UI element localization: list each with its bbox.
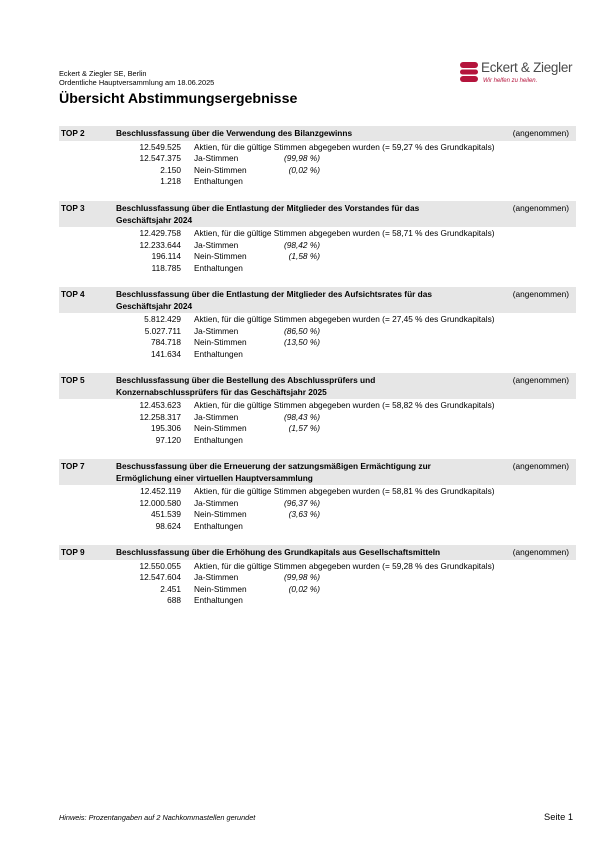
abstentions-row <box>59 263 576 275</box>
no-votes-row <box>59 251 576 263</box>
agenda-item-number: TOP 9 <box>61 547 85 557</box>
status-badge: (angenommen) <box>512 547 569 557</box>
valid-shares-value: 5.812.429 <box>144 314 181 325</box>
agenda-item-number: TOP 2 <box>61 128 85 138</box>
valid-shares-value: 12.550.055 <box>139 560 181 571</box>
abstentions-row <box>59 521 576 533</box>
no-votes-value: 195.306 <box>151 423 181 434</box>
logo-mark-icon <box>459 61 479 83</box>
status-badge: (angenommen) <box>512 461 569 471</box>
valid-shares-value: 12.452.119 <box>140 486 181 497</box>
no-votes-percent: (0,02 %) <box>288 164 320 175</box>
agenda-item-header <box>59 201 576 227</box>
no-votes-label: Nein-Stimmen <box>194 251 247 262</box>
logo-wordmark: Eckert & Ziegler <box>481 60 573 75</box>
yes-votes-row <box>59 498 576 510</box>
agenda-item-title: Beschlussfassung über die Entlastung der Mitglieder des Vorstandes für das Geschäftsjahr 2024 <box>116 203 420 225</box>
agenda-item-header <box>59 373 576 399</box>
yes-votes-label: Ja-Stimmen <box>194 325 239 336</box>
abstentions-row <box>59 435 576 447</box>
agenda-item-title: Beschlussfassung über die Bestellung des Abschlussprüfers und Konzernabschlussprüfers für das Geschäftsjahr 2025 <box>116 375 376 397</box>
abstentions-label: Enthaltungen <box>194 434 243 445</box>
valid-shares-row <box>59 561 576 573</box>
agenda-item-top-9 <box>59 545 576 607</box>
valid-shares-label: Aktien, für die gültige Stimmen abgegeben wurden (= 27,45 % des Grundkapitals) <box>194 314 495 325</box>
agenda-item-top-4 <box>59 287 576 361</box>
yes-votes-percent: (96,37 %) <box>284 497 320 508</box>
abstentions-label: Enthaltungen <box>194 520 243 531</box>
agenda-item-number: TOP 5 <box>61 375 85 385</box>
agenda-item-header <box>59 459 576 485</box>
company-logo <box>459 60 577 88</box>
abstentions-value: 1.218 <box>160 176 181 187</box>
agenda-item-title: Beschlussfassung über die Erhöhung des Grundkapitals aus Gesellschaftsmitteln <box>116 547 441 557</box>
no-votes-percent: (13,50 %) <box>284 337 320 348</box>
yes-votes-row <box>59 572 576 584</box>
no-votes-percent: (0,02 %) <box>288 583 320 594</box>
no-votes-value: 2.150 <box>160 164 181 175</box>
agenda-item-number: TOP 4 <box>61 289 85 299</box>
status-badge: (angenommen) <box>512 289 569 299</box>
no-votes-value: 784.718 <box>151 337 181 348</box>
no-votes-value: 2.451 <box>160 583 181 594</box>
rounding-note: Hinweis: Prozentangaben auf 2 Nachkommastellen gerundet <box>59 813 256 822</box>
no-votes-label: Nein-Stimmen <box>194 423 247 434</box>
no-votes-row <box>59 337 576 349</box>
yes-votes-label: Ja-Stimmen <box>194 239 239 250</box>
yes-votes-label: Ja-Stimmen <box>194 411 239 422</box>
valid-shares-row <box>59 400 576 412</box>
no-votes-row <box>59 584 576 596</box>
yes-votes-percent: (99,98 %) <box>284 572 320 583</box>
valid-shares-row <box>59 228 576 240</box>
agenda-item-title: Beschlussfassung über die Verwendung des Bilanzgewinns <box>116 128 353 138</box>
valid-shares-label: Aktien, für die gültige Stimmen abgegeben wurden (= 59,28 % des Grundkapitals) <box>194 560 495 571</box>
valid-shares-row <box>59 486 576 498</box>
page-title: Übersicht Abstimmungsergebnisse <box>59 91 298 107</box>
valid-shares-value: 12.429.758 <box>139 228 181 239</box>
yes-votes-value: 12.547.375 <box>139 153 181 164</box>
no-votes-percent: (1,58 %) <box>288 251 320 262</box>
valid-shares-label: Aktien, für die gültige Stimmen abgegeben wurden (= 58,81 % des Grundkapitals) <box>194 486 495 497</box>
abstentions-label: Enthaltungen <box>194 595 243 606</box>
status-badge: (angenommen) <box>512 128 569 138</box>
status-badge: (angenommen) <box>512 203 569 213</box>
no-votes-percent: (3,63 %) <box>288 509 320 520</box>
abstentions-label: Enthaltungen <box>194 348 243 359</box>
yes-votes-percent: (86,50 %) <box>284 325 320 336</box>
yes-votes-value: 12.547.604 <box>139 572 181 583</box>
yes-votes-value: 12.258.317 <box>139 411 181 422</box>
abstentions-value: 141.634 <box>151 348 181 359</box>
agenda-item-header <box>59 287 576 313</box>
yes-votes-value: 5.027.711 <box>144 325 181 336</box>
no-votes-label: Nein-Stimmen <box>194 583 247 594</box>
abstentions-value: 97.120 <box>155 434 181 445</box>
yes-votes-row <box>59 240 576 252</box>
agenda-item-title: Beschussfassung über die Erneuerung der satzungsmäßigen Ermächtigung zur Ermöglichung einer virtuellen Hauptversammlung <box>116 461 431 483</box>
yes-votes-percent: (98,43 %) <box>284 411 320 422</box>
agenda-item-header <box>59 126 576 141</box>
yes-votes-value: 12.233.644 <box>139 239 181 250</box>
yes-votes-label: Ja-Stimmen <box>194 153 239 164</box>
no-votes-percent: (1,57 %) <box>288 423 320 434</box>
agenda-item-header <box>59 545 576 560</box>
agenda-item-title: Beschlussfassung über die Entlastung der Mitglieder des Aufsichtsrates für das Geschäftsjahr 2024 <box>116 289 432 311</box>
status-badge: (angenommen) <box>512 375 569 385</box>
agenda-item-number: TOP 3 <box>61 203 85 213</box>
agenda-item-number: TOP 7 <box>61 461 85 471</box>
company-name: Eckert & Ziegler SE, Berlin <box>59 69 147 78</box>
no-votes-label: Nein-Stimmen <box>194 337 247 348</box>
abstentions-value: 688 <box>167 595 181 606</box>
yes-votes-label: Ja-Stimmen <box>194 572 239 583</box>
yes-votes-row <box>59 153 576 165</box>
abstentions-label: Enthaltungen <box>194 176 243 187</box>
no-votes-row <box>59 165 576 177</box>
valid-shares-row <box>59 142 576 154</box>
yes-votes-row <box>59 326 576 338</box>
no-votes-row <box>59 509 576 521</box>
yes-votes-row <box>59 412 576 424</box>
no-votes-value: 196.114 <box>151 251 181 262</box>
valid-shares-label: Aktien, für die gültige Stimmen abgegeben wurden (= 58,71 % des Grundkapitals) <box>194 228 495 239</box>
no-votes-label: Nein-Stimmen <box>194 509 247 520</box>
agenda-item-top-3 <box>59 201 576 275</box>
abstentions-row <box>59 595 576 607</box>
valid-shares-row <box>59 314 576 326</box>
no-votes-row <box>59 423 576 435</box>
valid-shares-label: Aktien, für die gültige Stimmen abgegeben wurden (= 59,27 % des Grundkapitals) <box>194 141 495 152</box>
abstentions-value: 98.624 <box>155 520 181 531</box>
yes-votes-value: 12.000.580 <box>139 497 181 508</box>
valid-shares-label: Aktien, für die gültige Stimmen abgegeben wurden (= 58,82 % des Grundkapitals) <box>194 400 495 411</box>
abstentions-label: Enthaltungen <box>194 262 243 273</box>
page-number: Seite 1 <box>544 812 573 822</box>
yes-votes-label: Ja-Stimmen <box>194 497 239 508</box>
agenda-item-top-2 <box>59 126 576 188</box>
valid-shares-value: 12.453.623 <box>139 400 181 411</box>
yes-votes-percent: (99,98 %) <box>284 153 320 164</box>
agenda-item-top-7 <box>59 459 576 533</box>
abstentions-row <box>59 176 576 188</box>
yes-votes-percent: (98,42 %) <box>284 239 320 250</box>
abstentions-value: 118.785 <box>151 262 181 273</box>
agenda-item-top-5 <box>59 373 576 447</box>
valid-shares-value: 12.549.525 <box>139 141 181 152</box>
abstentions-row <box>59 349 576 361</box>
logo-tagline: Wir helfen zu heilen. <box>483 78 538 84</box>
meeting-name: Ordentliche Hauptversammlung am 18.06.2025 <box>59 78 215 87</box>
no-votes-label: Nein-Stimmen <box>194 164 247 175</box>
no-votes-value: 451.539 <box>151 509 181 520</box>
